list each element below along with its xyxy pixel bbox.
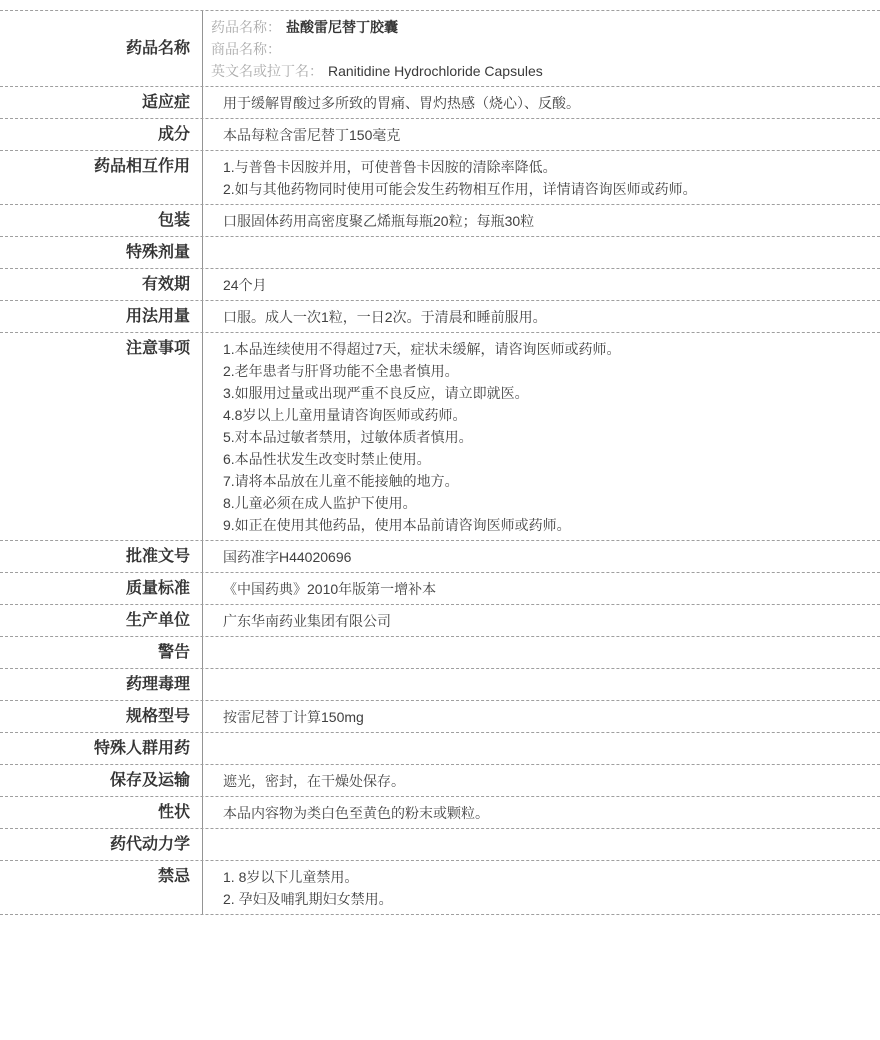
- row-content: [203, 637, 880, 668]
- content-line: 按雷尼替丁计算150mg: [223, 709, 364, 725]
- row-content: [203, 797, 880, 828]
- row-usage-dosage: [0, 301, 880, 333]
- row-quality-standard: [0, 573, 880, 605]
- row-label-text: 批准文号: [125, 548, 190, 565]
- row-packaging: [0, 205, 880, 237]
- row-label: [0, 637, 203, 668]
- field-value: Ranitidine Hydrochloride Capsules: [328, 63, 543, 79]
- field-key: 英文名或拉丁名：: [211, 63, 323, 79]
- row-precautions: [0, 333, 880, 541]
- content-line: 2. 孕妇及哺乳期妇女禁用。: [223, 891, 393, 907]
- row-label: [0, 797, 203, 828]
- content-line: 24个月: [223, 277, 267, 293]
- row-ingredients: [0, 119, 880, 151]
- row-label-text: 禁忌: [157, 868, 190, 885]
- row-specification: [0, 701, 880, 733]
- field-value: 盐酸雷尼替丁胶囊: [286, 19, 398, 35]
- content-line: 9.如正在使用其他药品，使用本品前请咨询医师或药师。: [223, 517, 571, 533]
- row-content: [203, 541, 880, 572]
- row-content: [203, 301, 880, 332]
- row-label: [0, 151, 203, 204]
- row-label: [0, 605, 203, 636]
- content-line: 口服固体药用高密度聚乙烯瓶每瓶20粒；每瓶30粒: [223, 213, 535, 229]
- row-label-text: 规格型号: [125, 708, 190, 725]
- row-approval-number: [0, 541, 880, 573]
- row-label-text: 特殊人群用药: [93, 740, 190, 757]
- content-line: 《中国药典》2010年版第一增补本: [223, 581, 437, 597]
- row-content: [203, 765, 880, 796]
- row-pharmacokinetics: [0, 829, 880, 861]
- row-label: [0, 301, 203, 332]
- row-content: [203, 11, 880, 86]
- row-label: [0, 237, 203, 268]
- field-key: 商品名称：: [211, 41, 281, 57]
- content-line: 2.如与其他药物同时使用可能会发生药物相互作用，详情请咨询医师或药师。: [223, 181, 697, 197]
- row-label: [0, 733, 203, 764]
- row-label-text: 药代动力学: [109, 836, 190, 853]
- row-storage-transport: [0, 765, 880, 797]
- row-label-text: 质量标准: [125, 580, 190, 597]
- content-line: 本品内容物为类白色至黄色的粉末或颗粒。: [223, 805, 489, 821]
- row-label: [0, 573, 203, 604]
- row-pharmacology-toxicology: [0, 669, 880, 701]
- row-warning: [0, 637, 880, 669]
- row-content: [203, 733, 880, 764]
- row-content: [203, 605, 880, 636]
- row-label-text: 药品相互作用: [93, 158, 190, 175]
- field-key: 药品名称：: [211, 19, 281, 35]
- content-line: 口服。成人一次1粒，一日2次。于清晨和睡前服用。: [223, 309, 547, 325]
- row-label-text: 性状: [157, 804, 190, 821]
- row-content: [203, 829, 880, 860]
- row-content: [203, 237, 880, 268]
- row-content: [203, 205, 880, 236]
- drug-info-table: [0, 10, 880, 915]
- row-properties: [0, 797, 880, 829]
- row-drug-interactions: [0, 151, 880, 205]
- row-content: [203, 151, 880, 204]
- row-label: [0, 829, 203, 860]
- name-field-line: [211, 38, 865, 60]
- row-drug-name: [0, 11, 880, 87]
- row-content: [203, 701, 880, 732]
- content-line: 国药准字H44020696: [223, 549, 352, 565]
- row-label-text: 包装: [157, 212, 190, 229]
- row-label-text: 成分: [157, 126, 190, 143]
- row-label: [0, 119, 203, 150]
- row-content: [203, 861, 880, 914]
- row-content: [203, 87, 880, 118]
- row-label-text: 特殊剂量: [125, 244, 190, 261]
- content-line: 遮光，密封，在干燥处保存。: [223, 773, 405, 789]
- name-field-line: [211, 60, 865, 82]
- row-label-text: 适应症: [141, 94, 190, 111]
- row-content: [203, 669, 880, 700]
- row-label-text: 用法用量: [125, 308, 190, 325]
- row-label: [0, 701, 203, 732]
- row-label: [0, 333, 203, 540]
- row-label: [0, 861, 203, 914]
- name-field-line: [211, 16, 865, 38]
- content-line: 4.8岁以上儿童用量请咨询医师或药师。: [223, 407, 467, 423]
- row-label-text: 药品名称: [125, 40, 190, 57]
- row-indications: [0, 87, 880, 119]
- content-line: 5.对本品过敏者禁用，过敏体质者慎用。: [223, 429, 473, 445]
- row-label: [0, 11, 203, 86]
- row-label-text: 保存及运输: [109, 772, 190, 789]
- row-label-text: 生产单位: [125, 612, 190, 629]
- row-label: [0, 669, 203, 700]
- content-line: 2.老年患者与肝肾功能不全患者慎用。: [223, 363, 459, 379]
- row-label-text: 药理毒理: [125, 676, 190, 693]
- row-content: [203, 269, 880, 300]
- row-label-text: 注意事项: [125, 340, 190, 357]
- content-line: 3.如服用过量或出现严重不良反应，请立即就医。: [223, 385, 529, 401]
- row-manufacturer: [0, 605, 880, 637]
- content-line: 本品每粒含雷尼替丁150毫克: [223, 127, 401, 143]
- content-line: 8.儿童必须在成人监护下使用。: [223, 495, 417, 511]
- row-contraindications: [0, 861, 880, 915]
- row-content: [203, 119, 880, 150]
- content-line: 1. 8岁以下儿童禁用。: [223, 869, 359, 885]
- content-line: 1.本品连续使用不得超过7天，症状未缓解，请咨询医师或药师。: [223, 341, 621, 357]
- row-shelf-life: [0, 269, 880, 301]
- row-label: [0, 541, 203, 572]
- content-line: 6.本品性状发生改变时禁止使用。: [223, 451, 431, 467]
- row-content: [203, 573, 880, 604]
- row-label: [0, 205, 203, 236]
- row-label: [0, 269, 203, 300]
- row-label-text: 有效期: [141, 276, 190, 293]
- row-label-text: 警告: [157, 644, 190, 661]
- row-content: [203, 333, 880, 540]
- row-special-populations: [0, 733, 880, 765]
- content-line: 用于缓解胃酸过多所致的胃痛、胃灼热感（烧心）、反酸。: [223, 95, 580, 111]
- row-label: [0, 765, 203, 796]
- row-special-dosage: [0, 237, 880, 269]
- content-line: 广东华南药业集团有限公司: [223, 613, 391, 629]
- row-label: [0, 87, 203, 118]
- content-line: 1.与普鲁卡因胺并用，可使普鲁卡因胺的清除率降低。: [223, 159, 557, 175]
- content-line: 7.请将本品放在儿童不能接触的地方。: [223, 473, 459, 489]
